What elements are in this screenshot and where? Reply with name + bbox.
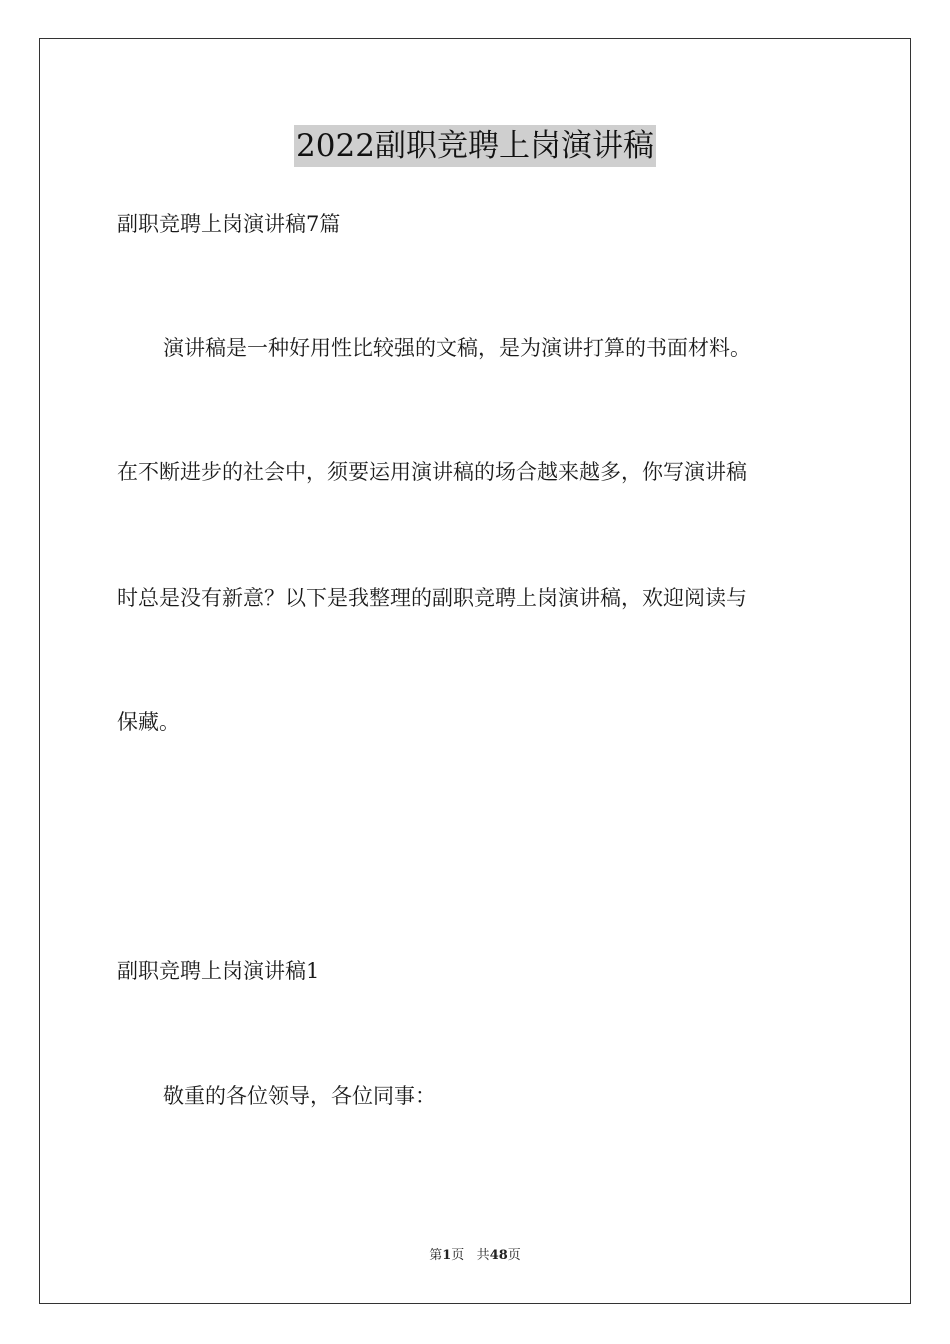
paragraph-line-3: 时总是没有新意？以下是我整理的副职竞聘上岗演讲稿，欢迎阅读与 bbox=[117, 586, 747, 610]
footer-total-prefix: 共 bbox=[476, 1248, 490, 1263]
paragraph-line-4: 保藏。 bbox=[117, 710, 180, 734]
footer-page-number: 1 bbox=[442, 1248, 452, 1263]
title-container bbox=[0, 125, 950, 167]
page-footer bbox=[0, 1247, 950, 1265]
document-title: 2022副职竞聘上岗演讲稿 bbox=[294, 125, 656, 167]
footer-page-prefix: 第 bbox=[429, 1248, 443, 1263]
salutation: 敬重的各位领导，各位同事： bbox=[163, 1084, 436, 1108]
document-subtitle: 副职竞聘上岗演讲稿7篇 bbox=[117, 212, 341, 236]
footer-page-suffix: 页 bbox=[451, 1248, 465, 1263]
footer-total-suffix: 页 bbox=[507, 1248, 521, 1263]
paragraph-line-2: 在不断进步的社会中，须要运用演讲稿的场合越来越多，你写演讲稿 bbox=[117, 460, 747, 484]
paragraph-line-1: 演讲稿是一种好用性比较强的文稿，是为演讲打算的书面材料。 bbox=[163, 336, 751, 360]
footer-total-pages: 48 bbox=[489, 1248, 508, 1263]
section-heading: 副职竞聘上岗演讲稿1 bbox=[117, 959, 320, 983]
